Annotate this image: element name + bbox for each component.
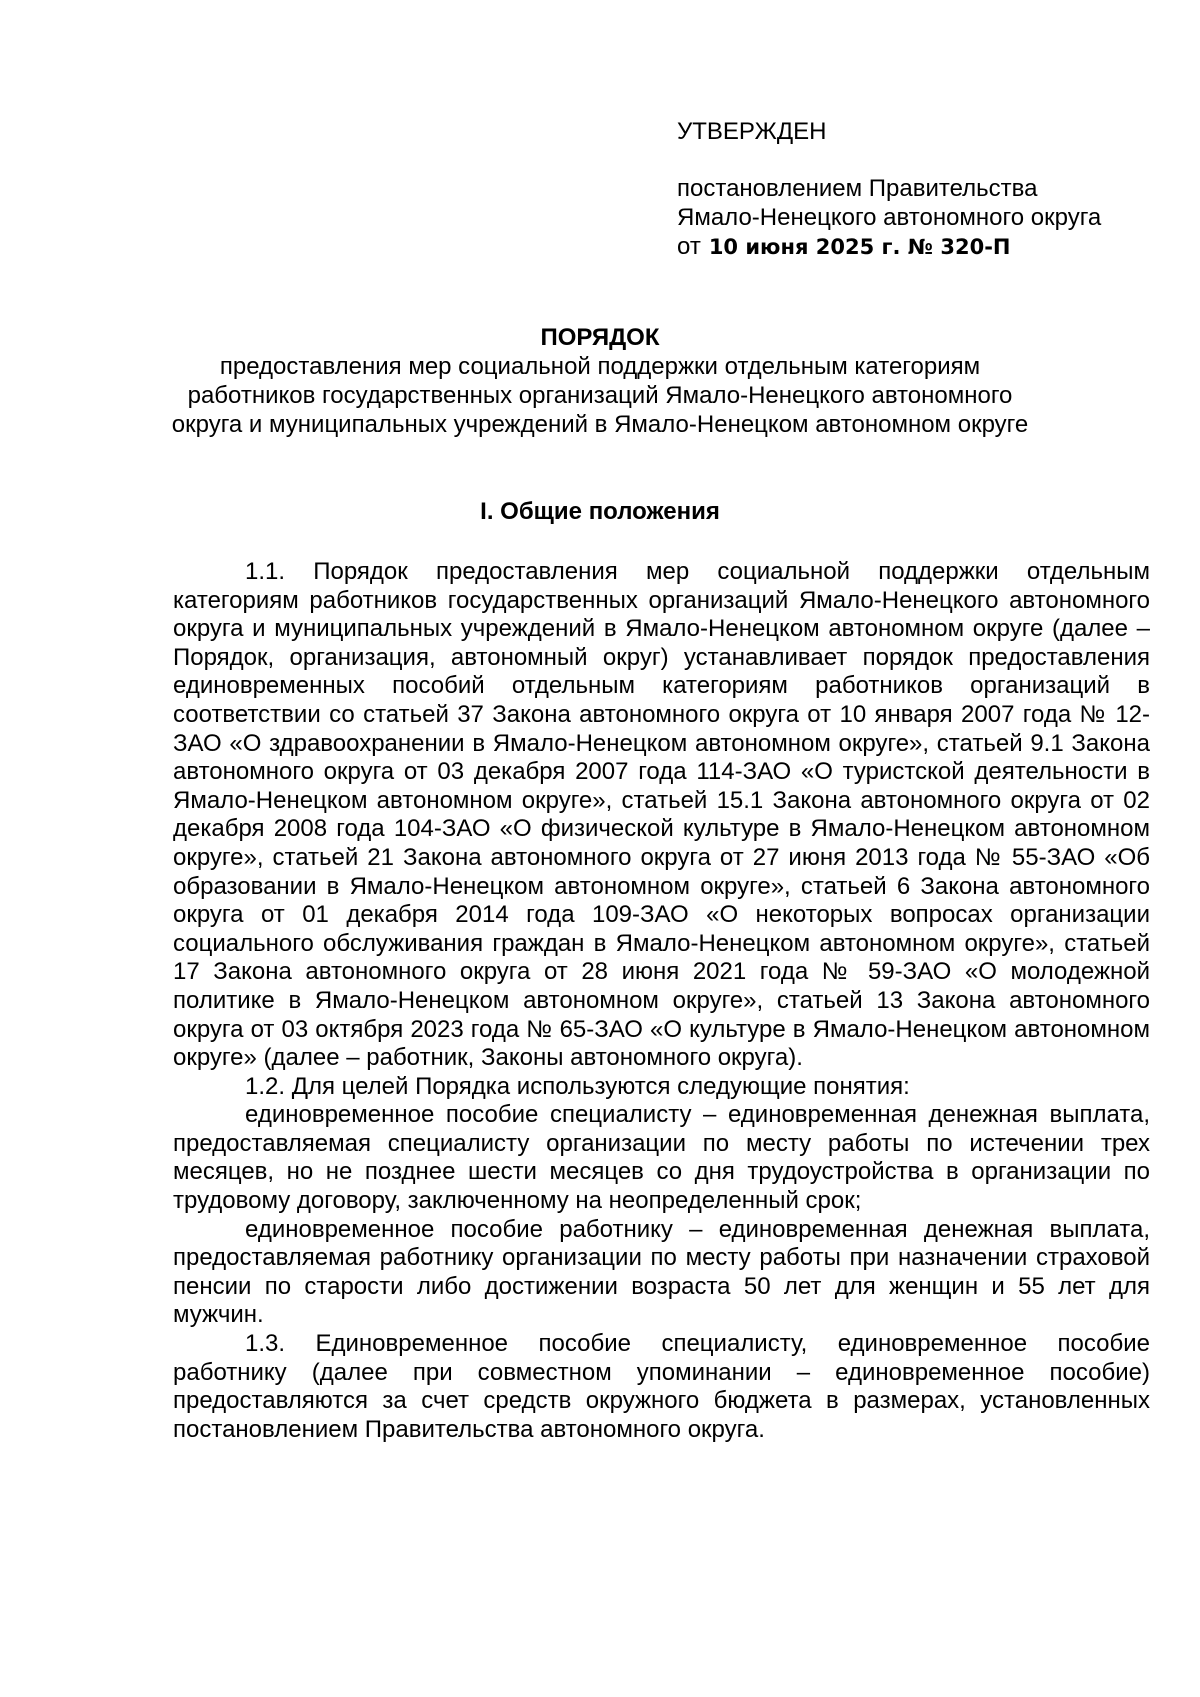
definition-specialist: единовременное пособие специалисту – единовременная денежная выплата, предоставляемая специалисту организации по месту работы по истечении трех месяцев, но не позднее шести месяцев со дня трудоустройства в организации по трудовому договору, заключенному на неопределенный срок; (173, 1101, 1150, 1215)
document-subtitle-line-3: округа и муниципальных учреждений в Ямало-Ненецком автономном округе (171, 411, 1029, 438)
document-subtitle-line-2: работников государственных организаций Ямало-Ненецкого автономного (187, 382, 1013, 409)
approval-line-2: Ямало-Ненецкого автономного округа (677, 204, 1102, 231)
definition-worker: единовременное пособие работнику – единовременная денежная выплата, предоставляемая работнику организации по месту работы при назначении страховой пенсии по старости либо достижении возраста 50 лет для женщин и 55 лет для мужчин. (173, 1215, 1150, 1329)
approval-line-1: постановлением Правительства (677, 175, 1038, 202)
paragraph-1-3: 1.3. Единовременное пособие специалисту, единовременное пособие работнику (далее при совместном упоминании – единовременное пособие) предоставляются за счет средств окружного бюджета в размерах, установленных постановлением Правительства автономного округа. (173, 1330, 1150, 1443)
approval-date-line (677, 232, 1157, 262)
approval-status: УТВЕРЖДЕН (677, 118, 827, 145)
approval-stamp (677, 117, 1157, 262)
approval-date: 10 июня 2025 г. № 320-П (708, 235, 1011, 259)
paragraph-1-1: 1.1. Порядок предоставления мер социальной поддержки отдельным категориям работников государственных организаций Ямало-Ненецкого автономного округа и муниципальных учреждений в Ямало-Ненецком автономном округе (далее – Порядок, организация, автономный округ) устанавливает порядок предоставления единовременных пособий отдельным категориям работников организаций в соответствии со статьей 37 Закона автономного округа от 10 января 2007 года № 12-ЗАО «О здравоохранении в Ямало-Ненецком автономном округе», статьей 9.1 Закона автономного округа от 03 декабря 2007 года 114-ЗАО «О туристской деятельности в Ямало-Ненецком автономном округе», статьей 15.1 Закона автономного округа от 02 декабря 2008 года 104-ЗАО «О физической культуре в Ямало-Ненецком автономном округе», статьей 21 Закона автономного округа от 27 июня 2013 года № 55-ЗАО «Об образовании в Ямало-Ненецком автономном округе», статьей 6 Закона автономного округа от 01 декабря 2014 года 109-ЗАО «О некоторых вопросах организации социального обслуживания граждан в Ямало-Ненецком автономном округе», статьей 17 Закона автономного округа от 28 июня 2021 года № 59-ЗАО «О молодежной политике в Ямало-Ненецком автономном округе», статьей 13 Закона автономного округа от 03 октября 2023 года № 65-ЗАО «О культуре в Ямало-Ненецком автономном округе» (далее – работник, Законы автономного округа). (173, 558, 1150, 1072)
document-subtitle-line-1: предоставления мер социальной поддержки отдельным категориям (219, 353, 981, 380)
section-heading: I. Общие положения (480, 498, 720, 525)
approval-date-prefix: от (677, 233, 701, 260)
document-title-block (150, 323, 1050, 439)
document-body (173, 558, 1150, 1444)
document-title: ПОРЯДОК (540, 324, 660, 351)
paragraph-1-2: 1.2. Для целей Порядка используются следующие понятия: (245, 1072, 910, 1100)
